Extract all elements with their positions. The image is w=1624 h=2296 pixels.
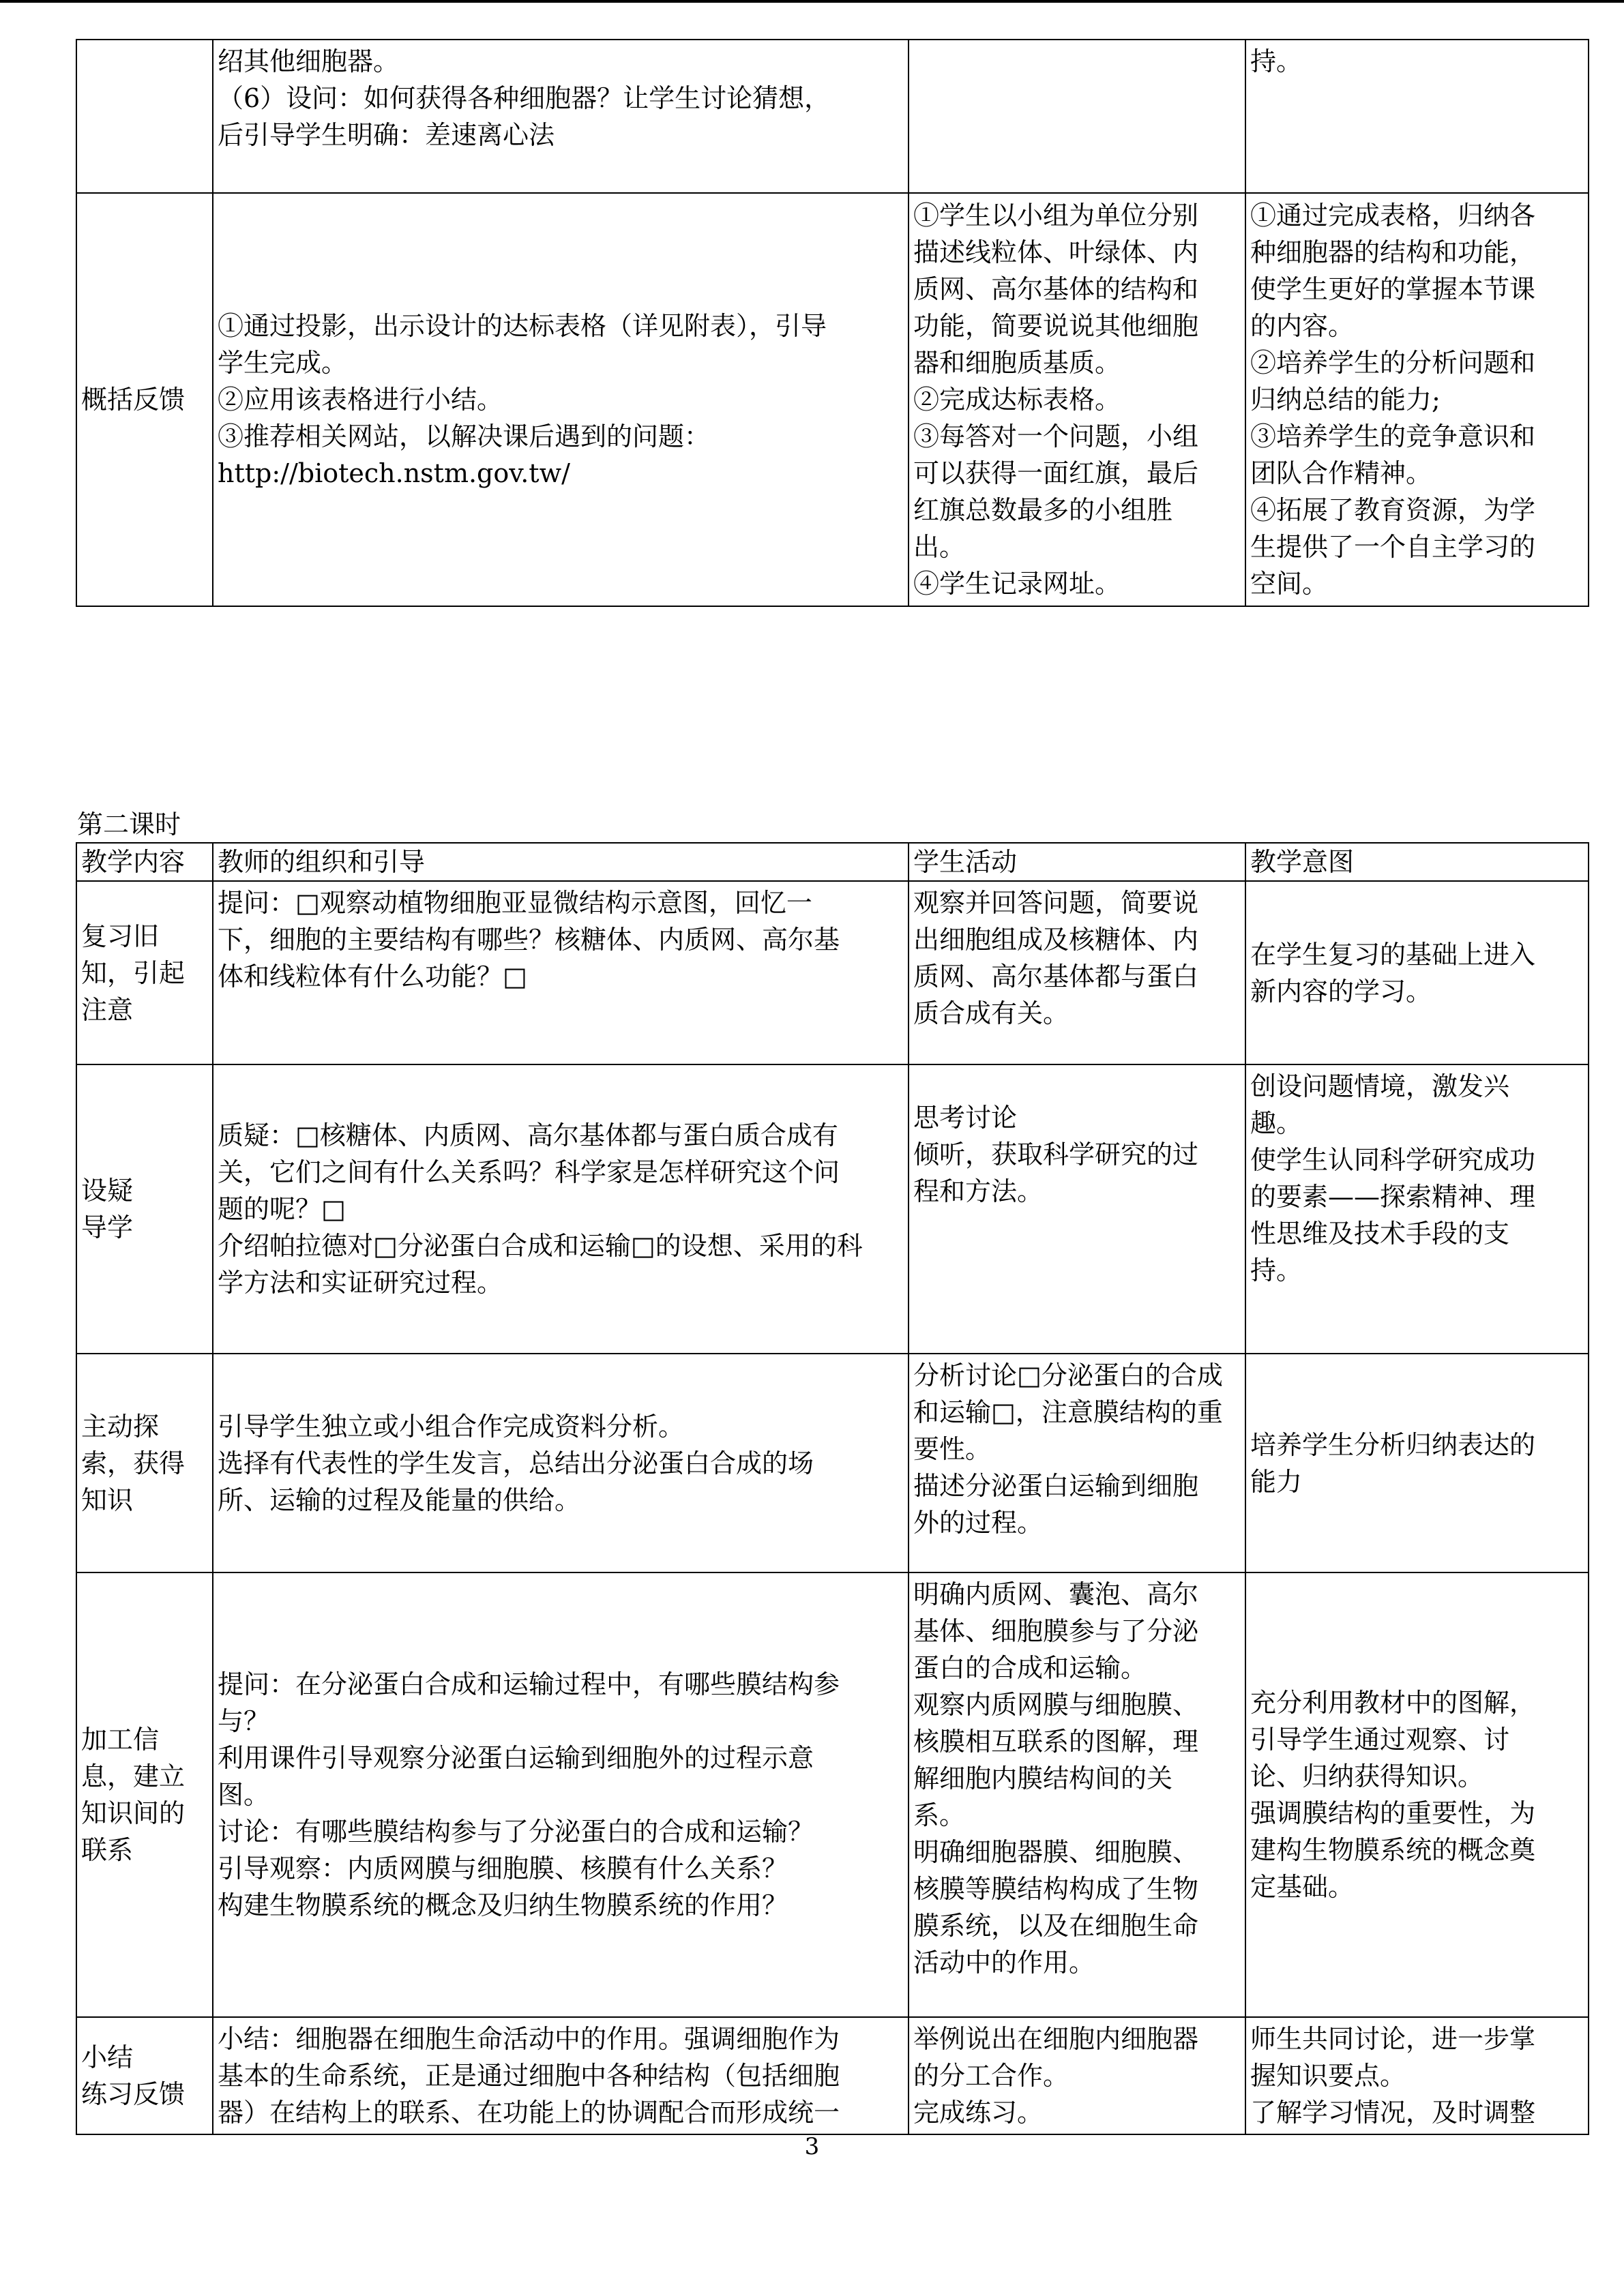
table-row bbox=[76, 40, 1589, 193]
text-line: 器）在结构上的联系、在功能上的协调配合而形成统一 bbox=[218, 2098, 840, 2128]
teacher-cell bbox=[213, 193, 909, 606]
text-line: 描述分泌蛋白运输到细胞 bbox=[913, 1471, 1199, 1501]
text-line: 质网、高尔基体的结构和 bbox=[913, 274, 1199, 304]
text-line: 持。 bbox=[1250, 46, 1303, 76]
table-row bbox=[76, 881, 1589, 1064]
text-line: 完成练习。 bbox=[913, 2098, 1044, 2128]
text-line: 关，它们之间有什么关系吗？科学家是怎样研究这个问 bbox=[218, 1157, 840, 1187]
text-line: 程和方法。 bbox=[913, 1176, 1044, 1206]
text-line: 趣。 bbox=[1250, 1108, 1303, 1138]
student-cell bbox=[909, 1354, 1245, 1572]
text-line: 描述线粒体、叶绿体、内 bbox=[913, 237, 1199, 267]
text-line: 在学生复习的基础上进入 bbox=[1250, 939, 1536, 970]
text-line: 出。 bbox=[913, 532, 966, 562]
text-line: 的要素——探索精神、理 bbox=[1250, 1182, 1536, 1212]
text-line: 引导学生独立或小组合作完成资料分析。 bbox=[218, 1411, 685, 1442]
content-cell: 概括反馈 bbox=[76, 193, 213, 606]
content-cell bbox=[76, 1354, 213, 1572]
header-intent: 教学意图 bbox=[1245, 843, 1589, 881]
text-line: 种细胞器的结构和功能， bbox=[1250, 237, 1536, 267]
text-line: 图。 bbox=[218, 1780, 270, 1810]
text-line: 设疑 bbox=[81, 1176, 134, 1206]
text-line: 空间。 bbox=[1250, 569, 1329, 599]
text-line: ④学生记录网址。 bbox=[913, 569, 1121, 599]
text-line: 团队合作精神。 bbox=[1250, 458, 1432, 488]
text-line: 导学 bbox=[81, 1212, 134, 1242]
student-cell bbox=[909, 193, 1245, 606]
teacher-cell bbox=[213, 40, 909, 193]
table-row bbox=[76, 1354, 1589, 1572]
lesson-table-1 bbox=[76, 39, 1589, 607]
text-line: 出细胞组成及核糖体、内 bbox=[913, 925, 1199, 955]
text-line: 解细胞内膜结构间的关 bbox=[913, 1763, 1173, 1793]
text-line: 可以获得一面红旗，最后 bbox=[913, 458, 1199, 488]
text-line: 索，获得 bbox=[81, 1448, 186, 1478]
content-cell bbox=[76, 881, 213, 1064]
text-line: 器和细胞质基质。 bbox=[913, 348, 1121, 378]
text-line: 了解学习情况，及时调整 bbox=[1250, 2098, 1536, 2128]
intent-cell bbox=[1245, 193, 1589, 606]
teacher-cell bbox=[213, 1354, 909, 1572]
website-link[interactable]: http://biotech.nstm.gov.tw/ bbox=[218, 458, 570, 488]
text-line: 构建生物膜系统的概念及归纳生物膜系统的作用？ bbox=[218, 1890, 788, 1920]
text-line: 观察并回答问题，简要说 bbox=[913, 888, 1199, 918]
text-line: ①通过完成表格，归纳各 bbox=[1250, 200, 1536, 230]
text-line: 引导学生通过观察、讨 bbox=[1250, 1725, 1510, 1755]
text-line: 的内容。 bbox=[1250, 311, 1355, 341]
text-line: 练习反馈 bbox=[81, 2079, 186, 2109]
intent-cell bbox=[1245, 1572, 1589, 2017]
text-line: 的分工合作。 bbox=[913, 2061, 1069, 2091]
content-cell bbox=[76, 40, 213, 193]
text-line: 质网、高尔基体都与蛋白 bbox=[913, 961, 1199, 992]
text-line: 息，建立 bbox=[81, 1761, 186, 1791]
text-line: 引导观察：内质网膜与细胞膜、核膜有什么关系？ bbox=[218, 1853, 788, 1883]
text-line: 学方法和实证研究过程。 bbox=[218, 1268, 503, 1298]
text-line: 新内容的学习。 bbox=[1250, 976, 1432, 1007]
student-cell bbox=[909, 2017, 1245, 2134]
text-line: 小结 bbox=[81, 2042, 134, 2072]
text-line: 知识 bbox=[81, 1485, 134, 1515]
text-line: ②应用该表格进行小结。 bbox=[218, 385, 503, 415]
text-line: 思考讨论 bbox=[913, 1103, 1018, 1133]
text-line: 活动中的作用。 bbox=[913, 1948, 1095, 1978]
text-line: 明确内质网、囊泡、高尔 bbox=[913, 1579, 1199, 1609]
text-line: 核膜相互联系的图解，理 bbox=[913, 1727, 1199, 1757]
text-line: 质疑：□核糖体、内质网、高尔基体都与蛋白质合成有 bbox=[218, 1120, 838, 1150]
teacher-cell bbox=[213, 2017, 909, 2134]
teacher-cell bbox=[213, 881, 909, 1064]
intent-cell bbox=[1245, 2017, 1589, 2134]
text-line: 分析讨论□分泌蛋白的合成 bbox=[913, 1360, 1223, 1390]
text-line: 加工信 bbox=[81, 1725, 160, 1755]
text-line: 蛋白的合成和运输。 bbox=[913, 1653, 1147, 1683]
text-line: 握知识要点。 bbox=[1250, 2061, 1406, 2091]
text-line: 强调膜结构的重要性，为 bbox=[1250, 1798, 1536, 1828]
text-line: 主动探 bbox=[81, 1411, 160, 1442]
text-line: 建构生物膜系统的概念奠 bbox=[1250, 1835, 1536, 1865]
text-line: 绍其他细胞器。 bbox=[218, 46, 400, 76]
text-line: 培养学生分析归纳表达的 bbox=[1250, 1429, 1536, 1460]
table-row bbox=[76, 1064, 1589, 1354]
text-line: 选择有代表性的学生发言，总结出分泌蛋白合成的场 bbox=[218, 1448, 814, 1478]
text-line: 介绍帕拉德对□分泌蛋白合成和运输□的设想、采用的科 bbox=[218, 1231, 863, 1261]
text-line: 质合成有关。 bbox=[913, 998, 1069, 1028]
text-line: ③每答对一个问题，小组 bbox=[913, 421, 1199, 451]
teacher-cell bbox=[213, 1064, 909, 1354]
text-line: 使学生认同科学研究成功 bbox=[1250, 1145, 1536, 1175]
text-line: 知，引起 bbox=[81, 957, 186, 988]
text-line: 要性。 bbox=[913, 1434, 992, 1464]
text-line: 性思维及技术手段的支 bbox=[1250, 1219, 1510, 1249]
student-cell bbox=[909, 40, 1245, 193]
text-line: 提问：□观察动植物细胞亚显微结构示意图，回忆一 bbox=[218, 888, 812, 918]
text-line: 红旗总数最多的小组胜 bbox=[913, 495, 1173, 525]
header-teacher: 教师的组织和引导 bbox=[213, 843, 909, 881]
text-line: 讨论：有哪些膜结构参与了分泌蛋白的合成和运输？ bbox=[218, 1817, 814, 1847]
page-number: 3 bbox=[804, 2133, 820, 2160]
page-top-border bbox=[0, 0, 1624, 3]
table-row bbox=[76, 2017, 1589, 2134]
text-line: 持。 bbox=[1250, 1255, 1303, 1285]
lesson-table-2 bbox=[76, 842, 1589, 2135]
text-line: 联系 bbox=[81, 1835, 134, 1865]
text-line: 倾听，获取科学研究的过 bbox=[913, 1139, 1199, 1169]
text-line: 明确细胞器膜、细胞膜、 bbox=[913, 1837, 1199, 1867]
content-cell bbox=[76, 1064, 213, 1354]
text-line: 题的呢？□ bbox=[218, 1194, 346, 1224]
text-line: 注意 bbox=[81, 994, 134, 1025]
student-cell bbox=[909, 881, 1245, 1064]
text-line: 系。 bbox=[913, 1800, 966, 1830]
text-line: ③推荐相关网站，以解决课后遇到的问题： bbox=[218, 421, 711, 451]
content-cell bbox=[76, 2017, 213, 2134]
student-cell bbox=[909, 1572, 1245, 2017]
intent-cell bbox=[1245, 1064, 1589, 1354]
text-line: ②培养学生的分析问题和 bbox=[1250, 348, 1536, 378]
text-line: 外的过程。 bbox=[913, 1508, 1044, 1538]
header-content: 教学内容 bbox=[76, 843, 213, 881]
intent-cell bbox=[1245, 881, 1589, 1064]
student-cell bbox=[909, 1064, 1245, 1354]
text-line: 提问：在分泌蛋白合成和运输过程中，有哪些膜结构参 bbox=[218, 1669, 840, 1699]
content-cell bbox=[76, 1572, 213, 2017]
text-line: 定基础。 bbox=[1250, 1872, 1355, 1902]
intent-cell bbox=[1245, 1354, 1589, 1572]
section-title: 第二课时 bbox=[77, 809, 181, 839]
table-row bbox=[76, 193, 1589, 606]
text-line: 论、归纳获得知识。 bbox=[1250, 1761, 1484, 1791]
text-line: 基体、细胞膜参与了分泌 bbox=[913, 1616, 1199, 1646]
text-line: ①通过投影，出示设计的达标表格（详见附表），引导 bbox=[218, 311, 827, 341]
text-line: 师生共同讨论，进一步掌 bbox=[1250, 2024, 1536, 2054]
text-line: 生提供了一个自主学习的 bbox=[1250, 532, 1536, 562]
text-line: 小结：细胞器在细胞生命活动中的作用。强调细胞作为 bbox=[218, 2024, 840, 2054]
text-line: 和运输□，注意膜结构的重 bbox=[913, 1397, 1223, 1427]
text-line: 体和线粒体有什么功能？□ bbox=[218, 961, 527, 992]
text-line: ②完成达标表格。 bbox=[913, 385, 1121, 415]
text-line: ④拓展了教育资源，为学 bbox=[1250, 495, 1536, 525]
text-line: （6）设问：如何获得各种细胞器？让学生讨论猜想， bbox=[218, 83, 831, 113]
text-line: ③培养学生的竞争意识和 bbox=[1250, 421, 1536, 451]
text-line: 归纳总结的能力; bbox=[1250, 385, 1441, 415]
intent-cell bbox=[1245, 40, 1589, 193]
text-line: 知识间的 bbox=[81, 1798, 186, 1828]
text-line: 观察内质网膜与细胞膜、 bbox=[913, 1690, 1199, 1720]
table-header-row bbox=[76, 843, 1589, 881]
text-line: 与？ bbox=[218, 1706, 270, 1736]
text-line: 核膜等膜结构构成了生物 bbox=[913, 1874, 1199, 1904]
text-line: 学生完成。 bbox=[218, 348, 348, 378]
text-line: 能力 bbox=[1250, 1466, 1303, 1497]
text-line: 下，细胞的主要结构有哪些？核糖体、内质网、高尔基 bbox=[218, 925, 840, 955]
text-line: 创设问题情境，激发兴 bbox=[1250, 1071, 1510, 1101]
table-row bbox=[76, 1572, 1589, 2017]
text-line: 复习旧 bbox=[81, 921, 160, 951]
text-line: 使学生更好的掌握本节课 bbox=[1250, 274, 1536, 304]
text-line: 后引导学生明确：差速离心法 bbox=[218, 120, 555, 150]
text-line: 功能，简要说说其他细胞 bbox=[913, 311, 1199, 341]
text-line: 利用课件引导观察分泌蛋白运输到细胞外的过程示意 bbox=[218, 1743, 814, 1773]
text-line: ①学生以小组为单位分别 bbox=[913, 200, 1199, 230]
text-line: 举例说出在细胞内细胞器 bbox=[913, 2024, 1199, 2054]
text-line: 基本的生命系统，正是通过细胞中各种结构（包括细胞 bbox=[218, 2061, 840, 2091]
header-student: 学生活动 bbox=[909, 843, 1245, 881]
text-line: 充分利用教材中的图解， bbox=[1250, 1688, 1536, 1718]
text-line: 膜系统，以及在细胞生命 bbox=[913, 1911, 1199, 1941]
teacher-cell bbox=[213, 1572, 909, 2017]
text-line: 所、运输的过程及能量的供给。 bbox=[218, 1485, 581, 1515]
